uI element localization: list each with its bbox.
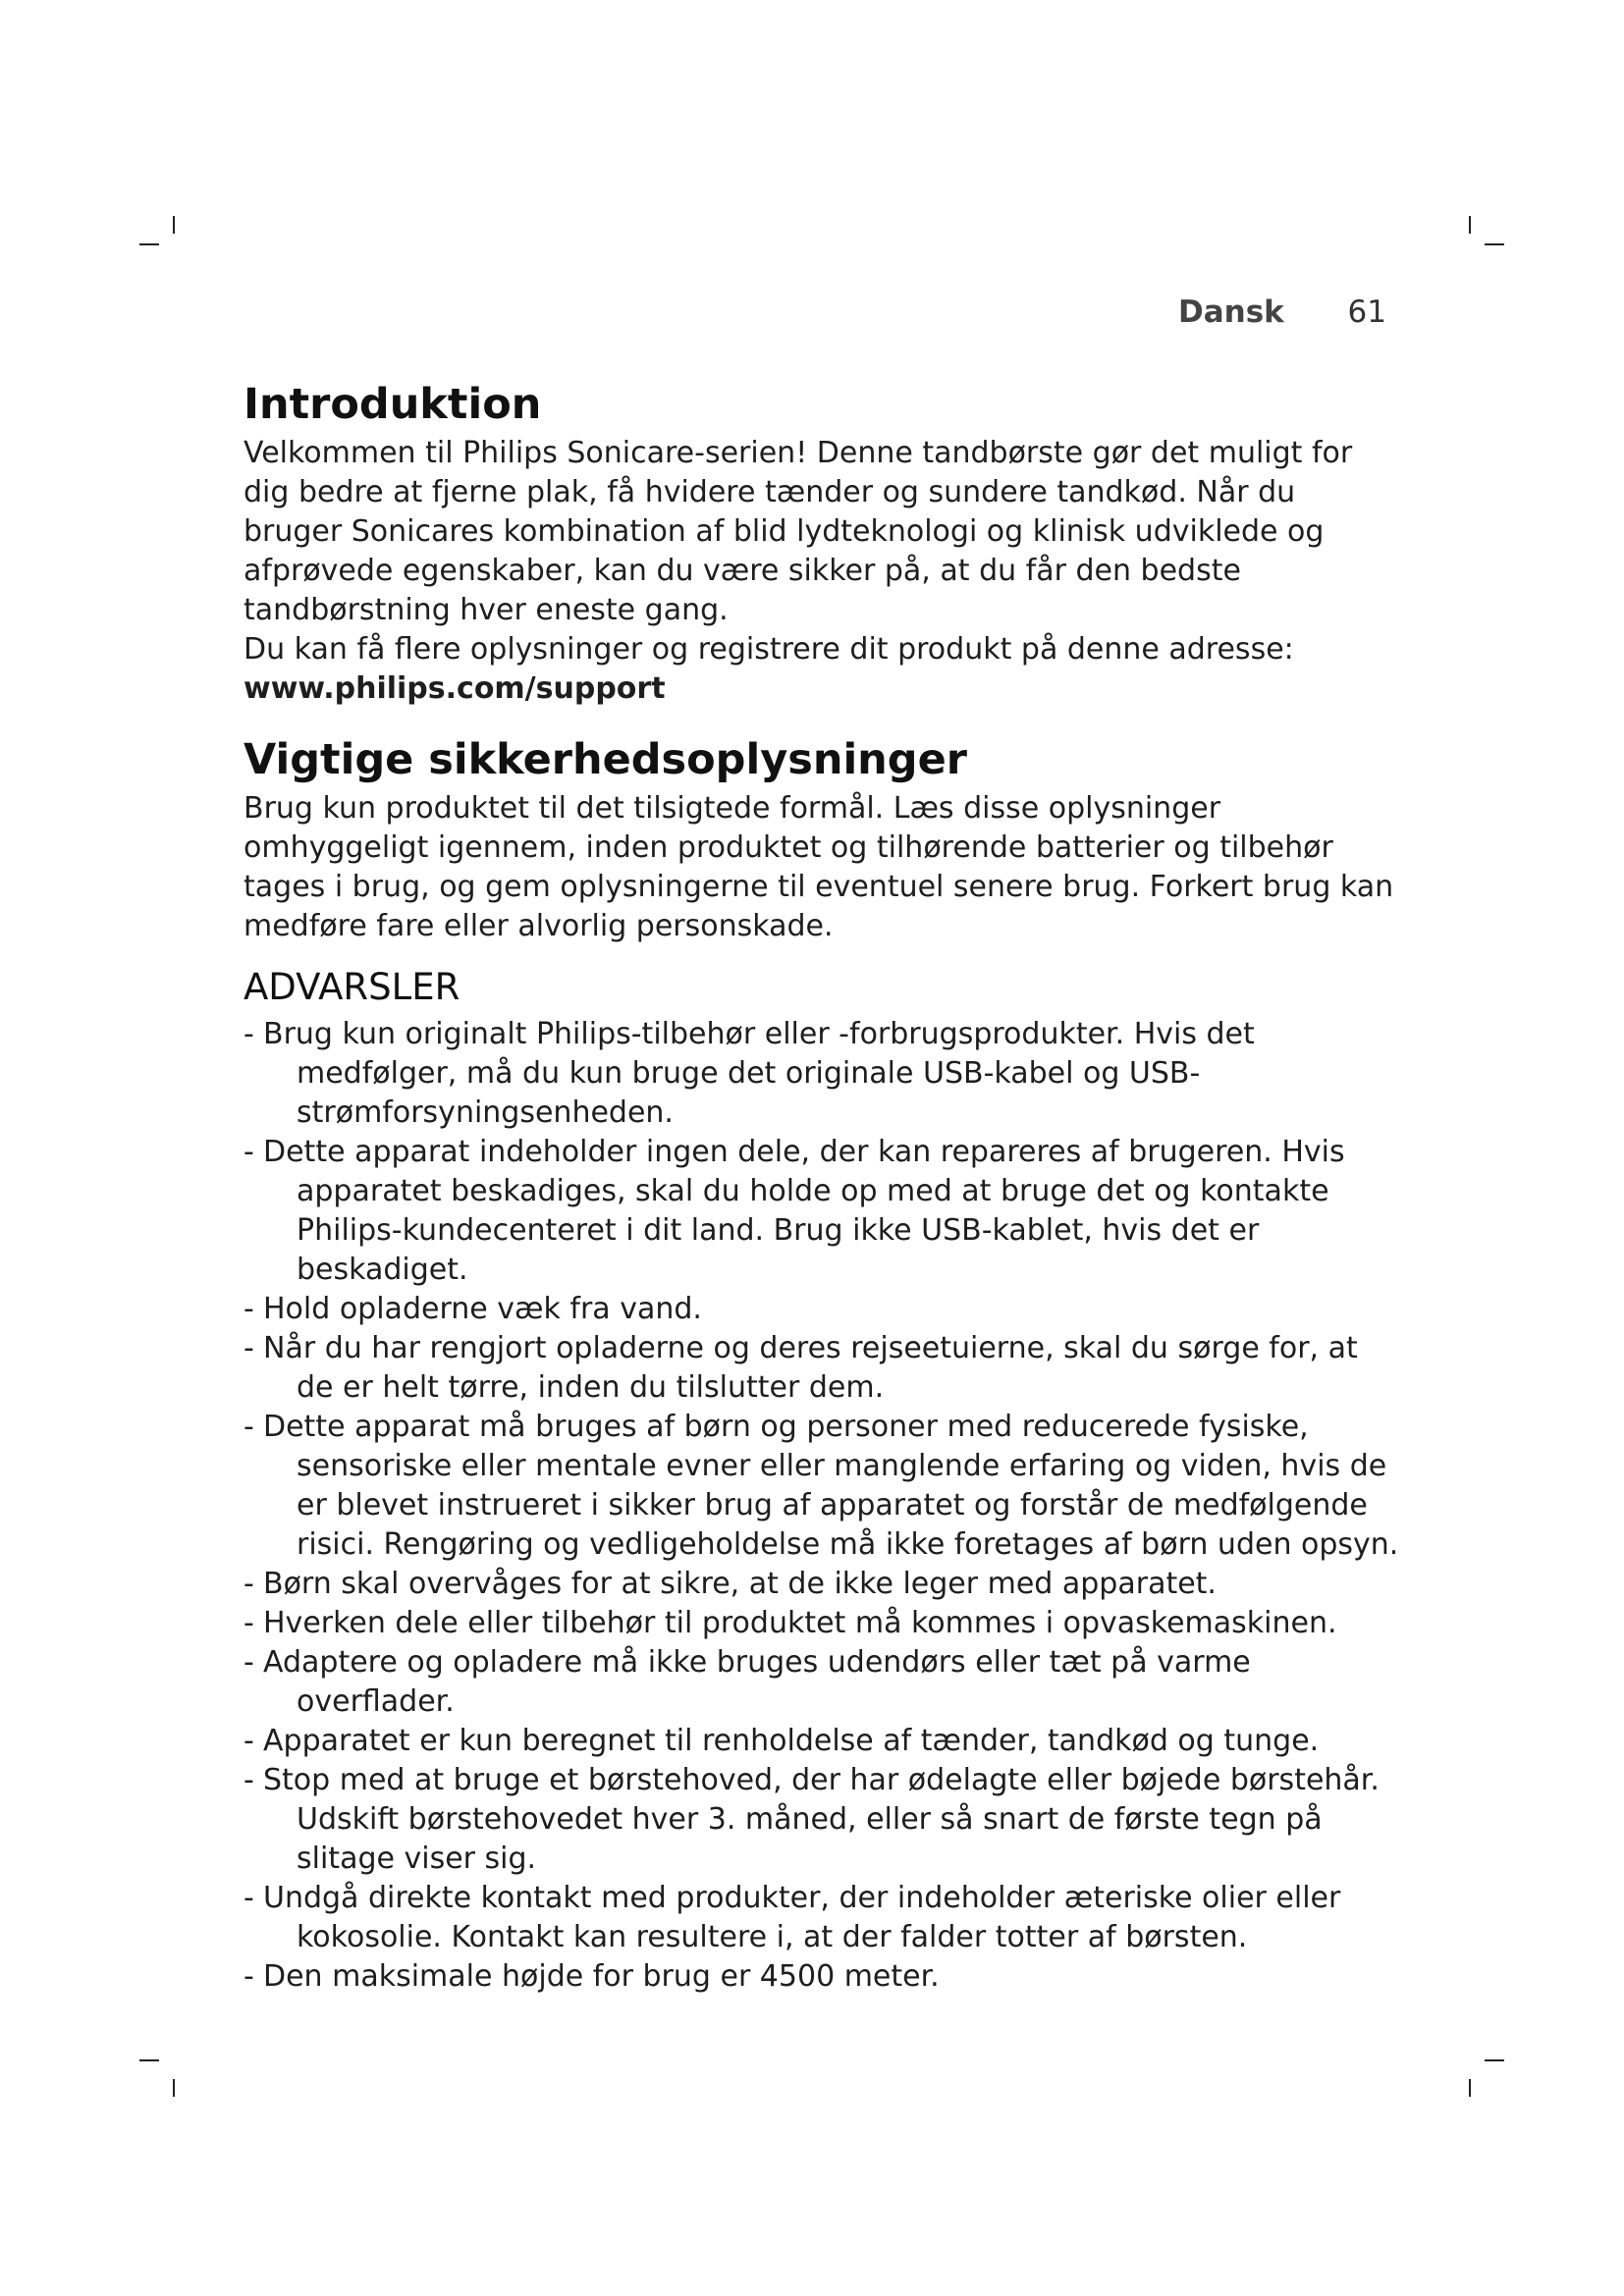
warning-item: - Undgå direkte kontakt med produkter, der indeholder æteriske olier eller kokosolie. Kontakt kan resultere i, at der falder totter af børsten. bbox=[244, 1881, 1341, 1954]
warning-item: - Stop med at bruge et børstehoved, der har ødelagte eller bøjede børstehår. Udskift børstehovedet hver 3. måned, eller så snart de første tegn på slitage viser sig. bbox=[244, 1763, 1380, 1876]
warnings-section bbox=[244, 962, 1402, 1997]
crop-mark-bottom-right-h bbox=[1485, 2059, 1504, 2061]
crop-mark-bottom-right-v bbox=[1469, 2079, 1471, 2097]
crop-mark-top-left-h bbox=[139, 243, 159, 245]
warning-item: - Hold opladerne væk fra vand. bbox=[244, 1292, 702, 1326]
more-info-text: Du kan få flere oplysninger og registrere dit produkt på denne adresse: bbox=[244, 632, 1294, 667]
warning-item: - Når du har rengjort opladerne og deres rejseetuierne, skal du sørge for, at de er helt tørre, inden du tilslutter dem. bbox=[244, 1331, 1358, 1405]
safety-section bbox=[244, 730, 1402, 946]
warning-item: - Adaptere og opladere må ikke bruges udendørs eller tæt på varme overflader. bbox=[244, 1645, 1251, 1719]
page-number: 61 bbox=[1347, 294, 1386, 330]
page-header bbox=[1129, 294, 1386, 334]
warning-item: - Dette apparat indeholder ingen dele, der kan repareres af brugeren. Hvis apparatet beskadiges, skal du holde op med at bruge det og kontakte Philips-kundecenteret i dit land. Brug ikke USB-kablet, hvis det er beskadiget. bbox=[244, 1135, 1345, 1287]
crop-mark-bottom-left-v bbox=[173, 2079, 175, 2097]
crop-mark-top-right-h bbox=[1485, 243, 1504, 245]
language-label: Dansk bbox=[1178, 294, 1284, 330]
intro-paragraph: Velkommen til Philips Sonicare-serien! Denne tandbørste gør det muligt for dig bedre at fjerne plak, få hvidere tænder og sundere tandkød. Når du bruger Sonicares kombination af blid lydteknologi og klinisk udviklede og afprøvede egenskaber, kan du være sikker på, at du får den bedste tandbørstning hver eneste gang. bbox=[244, 436, 1353, 627]
crop-mark-top-left-v bbox=[173, 216, 175, 234]
warning-item: - Børn skal overvåges for at sikre, at de ikke leger med apparatet. bbox=[244, 1567, 1217, 1601]
warning-item: - Den maksimale højde for brug er 4500 meter. bbox=[244, 1959, 940, 1994]
support-url[interactable]: www.philips.com/support bbox=[244, 671, 666, 706]
warning-item: - Hverken dele eller tilbehør til produktet må kommes i opvaskemaskinen. bbox=[244, 1606, 1337, 1640]
intro-section bbox=[244, 375, 1402, 709]
safety-paragraph: Brug kun produktet til det tilsigtede formål. Læs disse oplysninger omhyggeligt igennem, inden produktet og tilhørende batterier og tilbehør tages i brug, og gem oplysningerne til eventuel senere brug. Forkert brug kan medføre fare eller alvorlig personskade. bbox=[244, 791, 1394, 943]
warning-item: - Brug kun originalt Philips-tilbehør eller -forbrugsprodukter. Hvis det medfølger, må du kun bruge det originale USB-kabel og USB-strømforsyningsenheden. bbox=[244, 1017, 1255, 1130]
warning-item: - Apparatet er kun beregnet til renholdelse af tænder, tandkød og tunge. bbox=[244, 1724, 1320, 1758]
warnings-title: ADVARSLER bbox=[244, 966, 460, 1008]
safety-title: Vigtige sikkerhedsoplysninger bbox=[244, 735, 967, 784]
crop-mark-top-right-v bbox=[1469, 216, 1471, 234]
page-content bbox=[244, 375, 1402, 1997]
warnings-list bbox=[244, 1015, 1402, 1997]
warning-item: - Dette apparat må bruges af børn og personer med reducerede fysiske, sensoriske eller mentale evner eller manglende erfaring og viden, hvis de er blevet instrueret i sikker brug af apparatet og forstår de medfølgende risici. Rengøring og vedligeholdelse må ikke foretages af børn uden opsyn. bbox=[244, 1410, 1399, 1562]
intro-title: Introduktion bbox=[244, 380, 542, 429]
crop-mark-bottom-left-h bbox=[139, 2059, 159, 2061]
